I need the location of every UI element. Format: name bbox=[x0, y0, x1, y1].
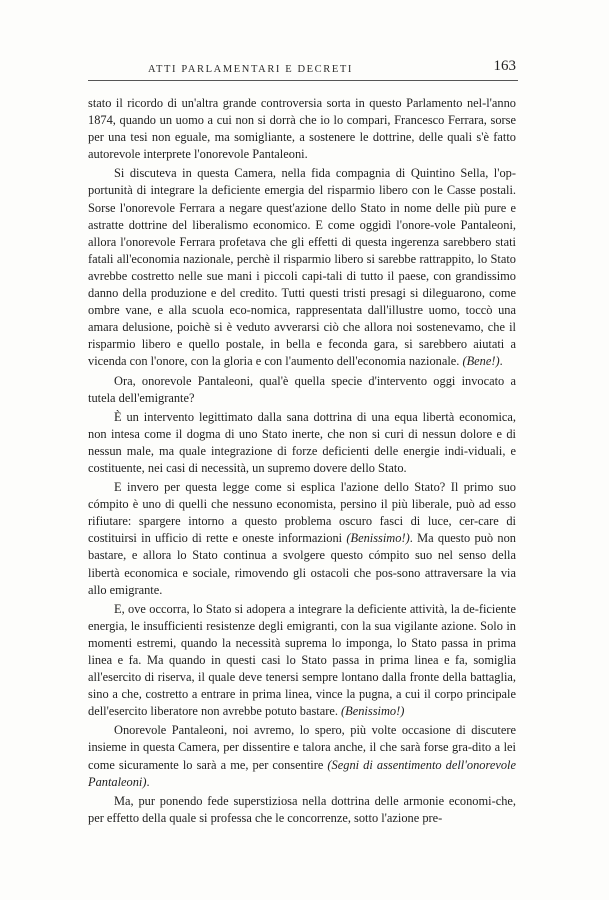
body-text bbox=[88, 95, 516, 829]
text-run: . Ma questo può non bastare, e allora lo Stato continua a svolgere questo cómpito suo nel senso della libertà economica e sociale, rimovendo gli ostacoli che pos-sono attraversare la via allo emigrante. bbox=[88, 531, 516, 597]
text-run: E, ove occorra, lo Stato si adopera a integrare la deficiente attività, la de-ficiente energia, le insufficienti resistenze degli emigranti, con la sua vigilante azione. Solo in momenti estremi, quando la necessità suprema lo imponga, lo Stato passa in prima linea e fa. Ma quando in questi casi lo Stato passa in prima linea e fa, somiglia all'esercito di riserva, il quale deve tenersi sempre lontano dalla fronte della battaglia, sino a che, costretto a entrare in prima linea, vince la pugna, a cui il corpo principale dell'esercito liberatore non avrebbe potuto bastare. bbox=[88, 601, 516, 719]
italic-annotation: (Benissimo!) bbox=[346, 531, 410, 546]
paragraph bbox=[88, 165, 516, 370]
text-run: Ora, onorevole Pantaleoni, qual'è quella specie d'intervento oggi invocato a tutela dell'emigrante? bbox=[88, 373, 516, 405]
header-rule bbox=[88, 80, 518, 81]
text-run: E invero per questa legge come si esplica l'azione dello Stato? Il primo suo cómpito è uno di quelli che nessuno economista, persino il più liberale, può ad esso rifiutare: spargere intorno a questo problema oscuro fasci di luce, cer-care di costituirsi in ufficio di rette e oneste informazioni bbox=[88, 480, 516, 546]
text-run: È un intervento legittimato dalla sana dottrina di una equa libertà economica, non intesa come il dogma di uno Stato inerte, che non si curi di nessun dolore e di nessun male, ma quale integrazione di forze deficienti delle energie indi-viduali, e costituente, nei casi di necessità, un supremo dovere dello Stato. bbox=[88, 409, 516, 475]
italic-annotation: (Segni di assentimento dell'onorevole Pantaleoni) bbox=[88, 757, 516, 789]
paragraph bbox=[88, 373, 516, 407]
running-head bbox=[88, 58, 518, 82]
paragraph bbox=[88, 601, 516, 721]
text-run: Onorevole Pantaleoni, noi avremo, lo spero, più volte occasione di discutere insieme in questa Camera, per dissentire e talora anche, il che sarà forse gra-dito a lei come sicuramente lo sarà a me, per consentire bbox=[88, 723, 516, 772]
running-title: ATTI PARLAMENTARI E DECRETI bbox=[148, 64, 354, 75]
italic-annotation: (Benissimo!) bbox=[341, 704, 405, 719]
paragraph bbox=[88, 793, 516, 827]
paragraph bbox=[88, 479, 516, 599]
paragraph bbox=[88, 409, 516, 477]
text-run: . bbox=[146, 774, 150, 789]
text-run: Ma, pur ponendo fede superstiziosa nella dottrina delle armonie economi-che, per effetto della quale si professa che le concorrenze, sotto l'azione pre- bbox=[88, 793, 516, 825]
page-number: 163 bbox=[493, 58, 516, 74]
text-run: stato il ricordo di un'altra grande controversia sorta in questo Parlamento nel-l'anno 1874, quando un uomo a cui non si dorrà che io lo compari, Francesco Ferrara, sorse per una tesi non eguale, ma somigliante, a sostenere le dottrine, delle quali s'è fatto autorevole interprete l'onorevole Pantaleoni. bbox=[88, 96, 516, 162]
text-run: Si discuteva in questa Camera, nella fida compagnia di Quintino Sella, l'op-portunità di integrare la deficiente emergia del risparmio libero con le Casse postali. Sorse l'onorevole Ferrara a negare quest'azione dello Stato in nome delle più pure e astratte dottrine del liberalismo economico. E come oggidì l'onore-vole Pantaleoni, allora l'onorevole Ferrara profetava che gli effetti di questa ingerenza sarebbero stati fatali all'economia nazionale, perchè il risparmio libero si sarebbe rattrappito, lo Stato avrebbe costretto nelle sue mani i piccoli capi-tali di tutto il paese, con grandissimo danno della produzione e del credito. Tutti questi tristi presagi si dileguarono, come ombre vane, e alla scuola eco-nomica, rappresentata dall'illustre uomo, toccò una amara delusione, poichè si è veduto avverarsi ciò che allora noi sostenevamo, che il risparmio libero e quello postale, in bella e feconda gara, si sarebbero aiutati a vicenda con l'onore, con la gloria e con l'aumento dell'economia nazionale. bbox=[88, 166, 516, 369]
paragraph bbox=[88, 722, 516, 790]
paragraph bbox=[88, 95, 516, 163]
text-run: . bbox=[499, 354, 503, 369]
italic-annotation: (Bene!) bbox=[462, 354, 500, 369]
